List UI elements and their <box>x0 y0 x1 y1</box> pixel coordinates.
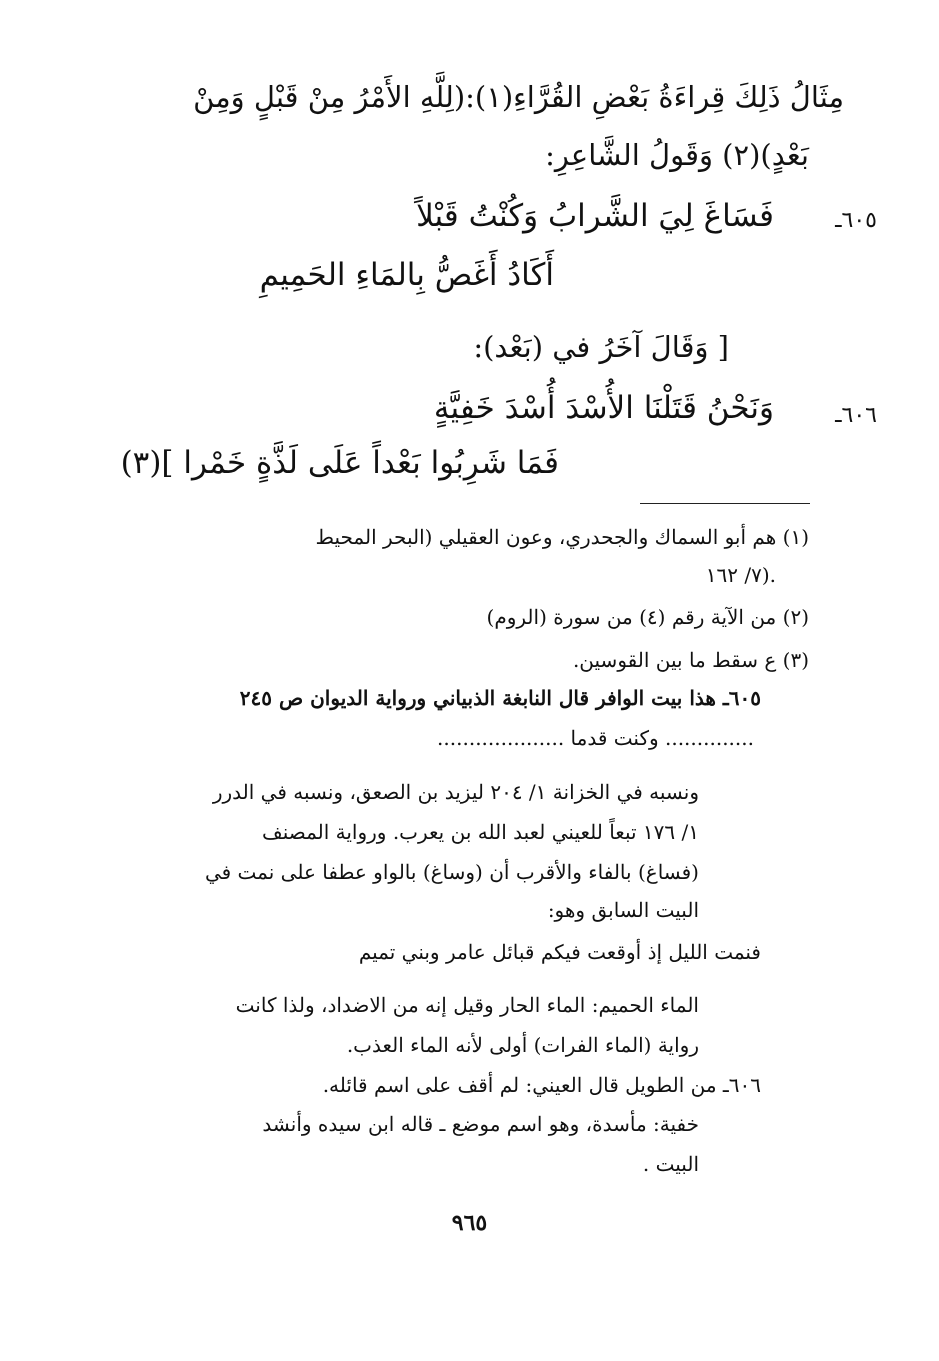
note-605-line-4: ١/ ١٧٦ تبعاً للعيني لعبد الله بن يعرب. ورواية المصنف <box>261 820 699 844</box>
note-605-line-1: ٦٠٥ـ هذا بيت الوافر قال النابغة الذبياني ورواية الديوان ص ٢٤٥ <box>239 686 761 710</box>
note-605-line-6: البيت السابق وهو: <box>547 898 699 922</box>
note-605-line-3: ونسبه في الخزانة ١/ ٢٠٤ ليزيد بن الصعق، ونسبه في الدرر <box>212 780 699 804</box>
note-606-line-1: ٦٠٦ـ من الطويل قال العيني: لم أقف على اسم قائله. <box>322 1073 761 1097</box>
note-605-line-5: (فساغ) بالفاء والأقرب أن (وساغ) بالواو عطفا على نمت في <box>204 860 699 884</box>
footnote-1-line-1: (١) هم أبو السماك والجحدري، وعون العقيلي (البحر المحيط <box>315 525 809 549</box>
verse-605-number: ٦٠٥ـ <box>835 208 877 233</box>
intro-line-2: بَعْدٍ)(٢) وَقَولُ الشَّاعِرِ: <box>545 138 809 172</box>
note-605-line-7: الماء الحميم: الماء الحار وقيل إنه من الاضداد، ولذا كانت <box>235 993 699 1017</box>
note-605-line-8: رواية (الماء الفرات) أولى لأنه الماء العذب. <box>346 1033 699 1057</box>
note-605-verse: فنمت الليل إذ أوقعت فيكم قبائل عامر وبني تميم <box>358 940 761 964</box>
footnote-2: (٢) من الآية رقم (٤) من سورة (الروم) <box>486 605 809 629</box>
verse-605-hemistich-2: أَكَادُ أَغَصُّ بِالمَاءِ الحَمِيمِ <box>259 257 554 293</box>
footnote-1-line-2: ٧/ ١٦٢). <box>705 563 776 587</box>
verse-606-hemistich-1: وَنَحْنُ قَتَلْنَا الأُسْدَ أُسْدَ خَفِيَّةٍ <box>433 390 774 426</box>
footnote-separator <box>640 503 810 504</box>
note-606-line-3: البيت . <box>642 1152 699 1176</box>
footnote-3: (٣) ع سقط ما بين القوسين. <box>572 648 809 672</box>
note-606-line-2: خفية: مأسدة، وهو اسم موضع ـ قاله ابن سيده وأنشد <box>262 1112 699 1136</box>
page-number: ٩٦٥ <box>451 1210 488 1236</box>
note-605-line-2: .............. وكنت قدما .................... <box>437 726 754 750</box>
intro-line-1: مِثَالُ ذَلِكَ قِراءَةُ بَعْضِ القُرَّاءِ(١):(لِلَّهِ الأَمْرُ مِنْ قَبْلٍ وَمِنْ <box>193 80 844 114</box>
verse-606-number: ٦٠٦ـ <box>835 403 877 428</box>
bracket-intro: [ وَقَالَ آخَرُ في (بَعْد): <box>473 330 729 364</box>
verse-606-hemistich-2: فَمَا شَرِبُوا بَعْداً عَلَى لَذَّةٍ خَمْرا ](٣) <box>120 445 559 481</box>
verse-605-hemistich-1: فَسَاغَ لِيَ الشَّرابُ وَكُنْتُ قَبْلاً <box>416 198 774 234</box>
